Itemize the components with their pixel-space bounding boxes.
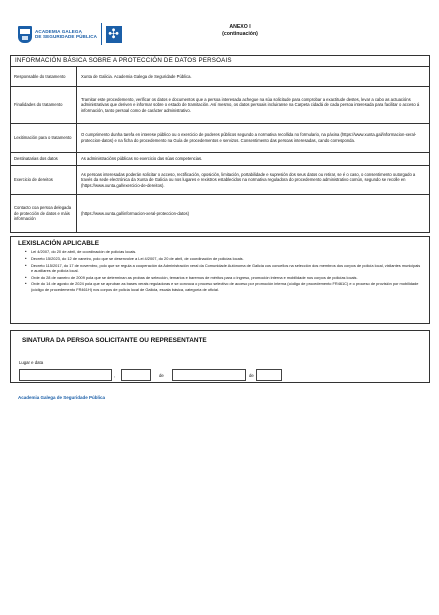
row-label: Lexitimación para o tratamento [11, 124, 77, 152]
academy-logo [18, 22, 133, 46]
academy-shield-icon [18, 26, 32, 43]
month-input[interactable] [172, 369, 246, 381]
logo-text [35, 29, 97, 39]
table-row [11, 195, 429, 232]
list-item: • Decreto 115/2017, do 17 de novembro, polo que se regula a cooperación da Administración xeral da Comunidade Autónoma de Galicia cos concellos na selección dos membros dos corpos de policía local, vixilantes municipais e auxiliares de policía local. [31, 263, 423, 273]
day-input[interactable] [121, 369, 151, 381]
list-item: • Orde do 14 de agosto de 2024 pola que se apruban as bases xerais reguladoras e se convoca o proceso selectivo de acceso por promoción interna (código de procedemento FR461C) e o proceso de provisión por mobilidade (código de procedemento FR461H) nos corpos de policía local de Galicia, escala básica, categoría de oficial. [31, 281, 423, 291]
signature-title: SINATURA DA PERSOA SOLICITANTE OU REPRESENTANTE [22, 337, 207, 344]
place-input[interactable] [19, 369, 112, 381]
logo-divider [101, 23, 102, 45]
row-value: As administracións públicas no exercicio das súas competencias. [81, 156, 203, 162]
de-label-1: de [159, 373, 164, 378]
row-label: Finalidades do tratamento [11, 87, 77, 123]
row-label: Contacto coa persoa delegada de protección de datos e máis información [11, 195, 77, 232]
footer-text: Academia Galega de Seguridade Pública [18, 395, 106, 400]
annex-heading [200, 24, 280, 38]
row-value: O cumprimento dunha tarefa en interese público ou o exercicio de poderes públicos segundo a normativa recollida no formulario, na páxina (https://www.xunta.gal/informacion-xeral-proteccion-datos) e na ficha do procedemento na Guía de procedementos e servizos. Consentimento das persoas interesadas, cando corresponda. [81, 132, 417, 143]
table-row [11, 87, 429, 124]
de-label-2: de [249, 373, 254, 378]
table-row [11, 166, 429, 195]
xunta-logo-icon [106, 26, 122, 43]
row-label: Responsable do tratamento [11, 67, 77, 86]
table-row [11, 153, 429, 166]
row-label: Exercicio de dereitos [11, 166, 77, 194]
row-label: Destinatarias dos datos [11, 153, 77, 165]
data-protection-table [10, 55, 430, 233]
annex-title: ANEXO I [229, 24, 251, 30]
table-row [11, 124, 429, 153]
row-value: As persoas interesadas poderán solicitar o acceso, rectificación, oposición, limitación, portabilidade e supresión dos seus datos ou retirar, se é o caso, o consentimento outorgado a través da sede electrónica da Xunta de Galicia ou nos lugares e rexistros establecidos na normativa reguladora do procedemento administrativo común, segundo se recolle en (https://www.xunta.gal/exercicio-de-dereitos). [81, 171, 416, 188]
list-item: • Orde do 28 de xaneiro de 2009 pola que se determinan as probas de selección, temarios e baremos de méritos para o ingreso, promoción interna e mobilidade nos corpos de policías locais. [31, 275, 423, 280]
legislation-title: LEXISLACIÓN APLICABLE [18, 240, 100, 247]
row-value: Tramitar este procedemento, verificar os datos e documentos que a persoa interesada achegue na súa solicitude para comprobar a exactitude destes, levar a cabo as actuacións administrativas que deriven e informar sobre o estado de tramitación. Así mesmo, os datos persoais incluiranse na Carpeta cidadá de cada persoa interesada para facilitar o acceso á información, tanto persoal como de carácter administrativo. [81, 96, 420, 113]
legislation-list [11, 248, 429, 292]
annex-subtitle: (continuación) [222, 31, 258, 37]
data-protection-title: INFORMACIÓN BÁSICA SOBRE A PROTECCIÓN DE DATOS PERSOAIS [11, 56, 429, 67]
signature-section [10, 330, 430, 383]
comma-separator: , [114, 373, 116, 378]
list-item: • Lei 4/2007, do 20 de abril, de coordinación de policías locais. [31, 249, 423, 254]
row-value: (https://www.xunta.gal/informacion-xeral-proteccion-datos) [81, 210, 189, 216]
logo-text-line-1: ACADEMIA GALEGA [35, 28, 83, 34]
year-input[interactable] [256, 369, 282, 381]
list-item: • Decreto 15/2023, do 12 de xaneiro, polo que se desenvolve a Lei 4/2007, do 20 de abril, de coordinación de policías locais. [31, 256, 423, 261]
table-row [11, 67, 429, 87]
place-date-label: Lugar e data [19, 360, 44, 365]
logo-text-line-2: DE SEGURIDADE PÚBLICA [35, 34, 98, 39]
row-value: Xunta de Galicia. Academia Galega de Seguridade Pública. [81, 73, 192, 79]
legislation-section [10, 236, 430, 324]
